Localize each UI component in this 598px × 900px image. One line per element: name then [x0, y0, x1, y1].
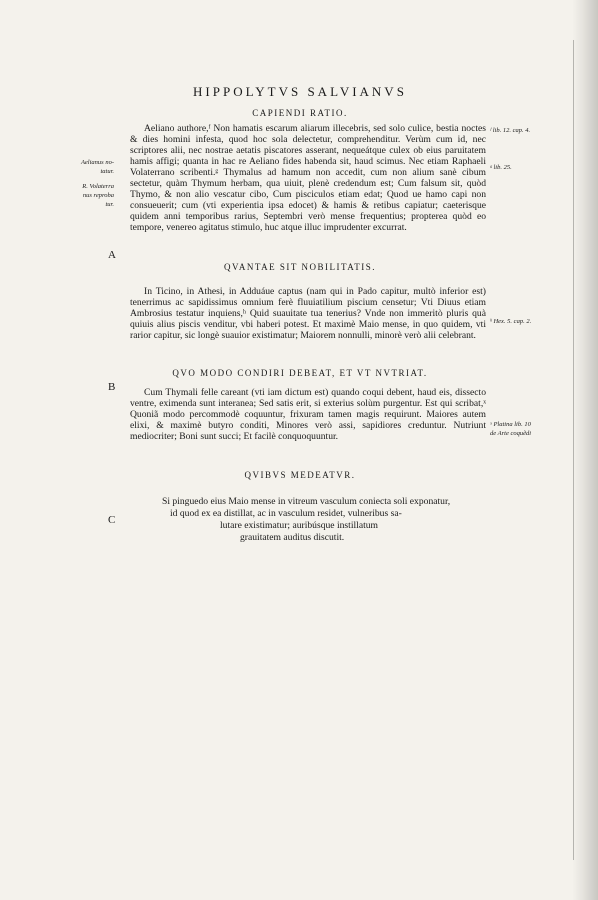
margin-note-volaterra [60, 182, 114, 209]
section-body-nobilitatis [130, 286, 486, 341]
margin-note-line: R. Volaterra [82, 183, 114, 190]
paragraph-condiri: Cum Thymali felle careant (vti iam dictum est) quando coqui debent, haud eis, dissecto ventre, eximenda sunt interanea; Sed satis erit, si exterius solùm purgentur. Est qui scribat,ˣ Quoniã modo percommodè coquuntur, frixuram tamen magis requirunt. Maiores autem elixi, & maximè butyro conditi, Minores verò assi, sapidiores creduntur. Nutriunt mediocriter; Boni sunt succi; Et facilè conquoquuntur. [130, 387, 486, 442]
page-gutter-shadow [572, 0, 598, 900]
section-letter-c: C [108, 514, 116, 526]
margin-note-line: tur. [105, 201, 114, 208]
margin-ref-line: de Arte coquẽdi [490, 430, 532, 437]
section-letter-b: B [108, 381, 116, 393]
medeatur-line: id quod ex ea distillat, ac in vasculum residet, vulneribus sa- [170, 508, 402, 519]
paragraph-nobilitatis: In Ticino, in Athesi, in Adduáue captus (nam qui in Pado capitur, multò inferior est) tenerrimus ac sapidissimus omnium ferè fluuiatilium piscium censetur; Vti Diuus etiam Ambrosius testatur inquiens,ʰ Quid suauitate tua tenerius? Vnde non immeritò pluris quà quiuis alius piscis venditur, vbi haberi potest. Et maximè Maio mense, in quo quidem, vti rarior capitur, sic longè suauior existimatur; Maiorem nonnulli, minorè verò alii celebrant. [130, 286, 486, 341]
medeatur-line: lutare existimatur; auribúsque instillatum [220, 520, 378, 531]
margin-ref-lib12: ᶠ lib. 12. cap. 4. [490, 127, 531, 134]
section-body-capiendi [130, 123, 486, 233]
section-title-medeatur: QVIBVS MEDEATVR. [244, 470, 356, 480]
margin-note-line: nus reproba [82, 192, 114, 199]
section-title-nobilitatis: QVANTAE SIT NOBILITATIS. [224, 262, 376, 272]
margin-ref-hex: ʰ Hex. 5. cap. 2. [490, 318, 532, 325]
section-body-medeatur [150, 496, 480, 544]
section-title-capiendi: CAPIENDI RATIO. [252, 108, 348, 118]
section-body-condiri [130, 387, 486, 442]
margin-ref-lib25: ᵍ lib. 25. [490, 164, 512, 171]
margin-note-line: Aelianus no- [80, 159, 114, 166]
section-title-condiri: QVO MODO CONDIRI DEBEAT, ET VT NVTRIAT. [172, 368, 428, 378]
margin-ref-line: ˣ Platina lib. 10 [490, 421, 531, 428]
section-letter-a: A [108, 249, 116, 261]
margin-note-line: tatur. [100, 168, 114, 175]
paragraph-capiendi: Aeliano authore,ᶠ Non hamatis escarum aliarum illecebris, sed solo culice, bestia noctes & dies homini infesta, quod hoc sola delectetur, comprehenditur. Verùm cum id, nec scriptores alii, nec nostrae aetatis piscatores asserant, nequeátque culex ob eius paruitatem hamis affigi; quanta in hac re Aeliano fides habenda sit, haud scimus. Nec etiam Raphaeli Volaterrano scribenti.ᵍ Thymalus ad hamum non accedit, cum non alium sanè cibum sectetur, quàm Thymum herbam, qua uiuit, plenè credendum est; Cum falsum sit, quòd Thymo, & non alio vescatur cibo, Cum pisciculos etiam edat; Quod ue hamo capi non consueuerit; cum (vti experientia ipsa edocet) & hamis & retibus capiatur; caeterisque quidem anni temporibus rarius, Septembri verò mense frequentius; propterea quòd eo tempore, venereo agitatus stimulo, huc atque illuc imprudenter excurrat. [130, 123, 486, 233]
margin-note-aelianus [60, 158, 114, 176]
margin-ref-platina [490, 420, 580, 438]
medeatur-line: grauitatem auditus discutit. [240, 532, 345, 543]
running-head: HIPPOLYTVS SALVIANVS [193, 84, 407, 99]
medeatur-line: Si pinguedo eius Maio mense in vitreum vasculum coniecta soli exponatur, [162, 496, 451, 507]
